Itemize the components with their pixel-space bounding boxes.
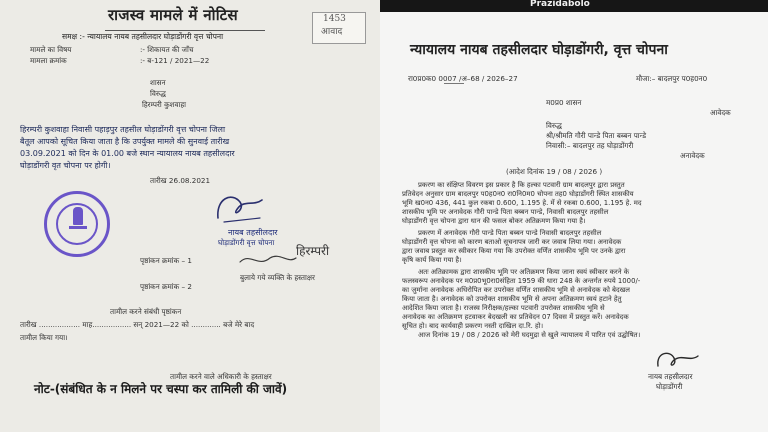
order-document: [380, 0, 768, 432]
endorsement-2: पृष्ठांकन क्रमांक – 2: [140, 282, 192, 291]
service-line: तामील किया गया।: [20, 333, 68, 342]
handnote-text: आवाद: [321, 27, 343, 37]
para-line: का जुर्माना अनावेदक अधिरोपित कर उपरोक्त वर्णित शासकीय भूमि से अनावेदक को बेदखल: [402, 286, 630, 294]
case-number: रा0प्र0क0 0007 /अ–68 / 2026–27: [408, 74, 518, 83]
party-state: शासन: [150, 78, 166, 87]
respondent-signature-icon: [236, 250, 300, 272]
para-line: सूचित हो। बाद कार्यवाही प्रकरण नस्ती दाखिल दा.रि. हो।: [402, 322, 544, 330]
handnote-number: 1453: [323, 14, 346, 24]
para-line: प्रकरण का संक्षिप्त विवरण इस प्रकार है कि हल्का पटवारी ग्राम बादलपुर द्वारा प्रस्तुत: [418, 181, 625, 189]
para-line: फलस्वरूप अनावेदक पर म0प्र0भू0रा0संहिता 1959 की धारा 248 के अन्तर्गत रुपये 1000/-: [402, 277, 641, 285]
handwritten-note: [312, 12, 366, 44]
handwritten-name: हिरम्परी: [296, 244, 330, 258]
top-strip-text: Prazidabolo: [530, 0, 590, 9]
officer-signature-icon: [210, 188, 270, 228]
top-strip: [380, 0, 768, 12]
para-line: आज दिनांक 19 / 08 / 2026 को मेरी घदमुद्रा से खुले न्यायालय में पारित एवं उद्घोषित।: [418, 331, 641, 339]
versus-text: विरुद्ध: [546, 121, 562, 130]
subject-value: :- शिकायत की जाँच: [140, 45, 194, 54]
para-line: प्रतिवेदन अनुसार ग्राम बादलपुर प0ह0न0 रा0नि0म0 चोपना तह0 घोड़ाडोंगरी स्थित शासकीय: [402, 190, 634, 198]
case-value: :- ब-121 / 2021—22: [140, 56, 210, 65]
order-heading: न्यायालय नायब तहसीलदार घोड़ाडोंगरी, वृत्त चोपना: [410, 42, 668, 58]
para-line: द्वारा जवाब प्रस्तुत कर स्वीकार किया गया कि उपरोक्त वर्णित शासकीय भूमि पर उनके द्वारा: [402, 247, 626, 255]
body-line: बैतूल आपको सूचित किया जाता है कि उपर्युक्त मामले की सुनवाई तारीख: [20, 137, 230, 146]
body-line: 03.09.2021 को दिन के 01.00 बजे स्थान न्यायालय नायब तहसीलदार: [20, 149, 235, 158]
para-line: किया जाता है। अनावेदक को उपरोक्त शासकीय भूमि से अपना अतिक्रमण स्वयं हटाने हेतु: [402, 295, 622, 303]
body-line: हिरम्परी कुशवाहा निवासी पहाड़पुर तहसील घोड़ाडोंगरी वृत्त चोपना जिला: [20, 125, 226, 134]
respondent-address: निवासी:– बादलपुर तह घोड़ाडोंगरी: [546, 141, 634, 150]
order-date: (आदेश दिनांक 19 / 08 / 2026 ): [506, 167, 603, 176]
para-line: घोड़ाडोंगरी वृत्त चोपना द्वारा धान की फसल बोकर अतिक्रमण किया गया है।: [402, 217, 586, 225]
called-person-sign: बुलाये गये व्यक्ति के हस्ताक्षर: [240, 273, 315, 282]
notice-date: तारीख 26.08.2021: [150, 176, 211, 185]
state-party: म0प्र0 शासन: [546, 98, 582, 107]
footer-note: नोट-(संबंधित के न मिलने पर चस्पा कर तामिली की जावें): [34, 382, 288, 396]
non-applicant-label: अनावेदक: [680, 151, 705, 160]
order-officer-place: घोड़ाडोंगरी: [656, 382, 683, 391]
para-line: कृषि कार्य किया गया है।: [402, 256, 462, 264]
village-line: मौजा:– बादलपुर प0ह0न0: [636, 74, 708, 83]
court-line: समक्ष :- न्यायालय नायब तहसीलदार घोड़ाडोंगरी वृत्त चोपना: [62, 32, 224, 41]
body-line: घोड़ाडोंगरी वृत चोपना पर होगी।: [20, 161, 111, 170]
server-sign: तामील करने वाले अधिकारी के हस्ताक्षर: [170, 372, 272, 381]
para-line: भूमि ख0न0 436, 441 कुल रकबा 0.600, 1.195 हे. में से रकबा 0.600, 1.195 हे. मद: [402, 199, 642, 207]
para-line: आदेशित किया जाता है। राजस्व निरीक्षक/हल्का पटवारी उपरोक्त शासकीय भूमि से: [402, 304, 605, 312]
officer-signature-icon: [652, 348, 702, 372]
case-label: मामला क्रमांक: [30, 56, 67, 65]
order-officer-title: नायब तहसीलदार: [648, 372, 693, 381]
officer-place: घोड़ाडोंगरी वृत्त चोपना: [218, 238, 275, 247]
service-heading: तामील करने संबंधी पृष्ठांकन: [110, 307, 182, 316]
notice-title: राजस्व मामले में नोटिस: [108, 6, 238, 24]
emblem-icon: [73, 207, 83, 225]
para-line: शासकीय भूमि पर अनावेदक गौरी पान्डे पिता बब्बन पान्डे, निवासी बादलपुर तहसील: [402, 208, 609, 216]
officer-title: नायब तहसीलदार: [228, 228, 278, 237]
para-line: अनावेदक का अतिक्रमण हटवाकर बेदखली का प्रतिवेदन 07 दिवस में प्रस्तुत करें। अनावेदक: [402, 313, 629, 321]
endorsement-1: पृष्ठांकन क्रमांक – 1: [140, 256, 192, 265]
versus-text: विरुद्ध: [150, 89, 166, 98]
service-line: तारीख .................. माह................. सन् 2021—22 को ............. बजे मेरे बाद: [20, 320, 255, 329]
subject-label: मामले का विषय: [30, 45, 72, 54]
para-line: अतः अतिक्रामक द्वारा शासकीय भूमि पर अतिक्रमण किया जाना स्वयं स्वीकार करने के: [418, 268, 630, 276]
para-line: घोड़ाडोंगरी वृत्त चोपना को कारण बताओ सूचनापत्र जारी कर जवाब लिया गया। अनावेदक: [402, 238, 622, 246]
para-line: प्रकरण में अनावेदक गौरी पान्डे पिता बब्बन पान्डे निवासी बादलपुर तहसील: [418, 229, 602, 237]
party-respondent: हिरम्परी कुशवाहा: [142, 100, 187, 109]
notice-document: [0, 0, 380, 432]
respondent-line: श्री/श्रीमति गौरी पान्डे पिता बब्बन पान्डे: [546, 131, 647, 140]
applicant-label: आवेदक: [710, 108, 731, 117]
